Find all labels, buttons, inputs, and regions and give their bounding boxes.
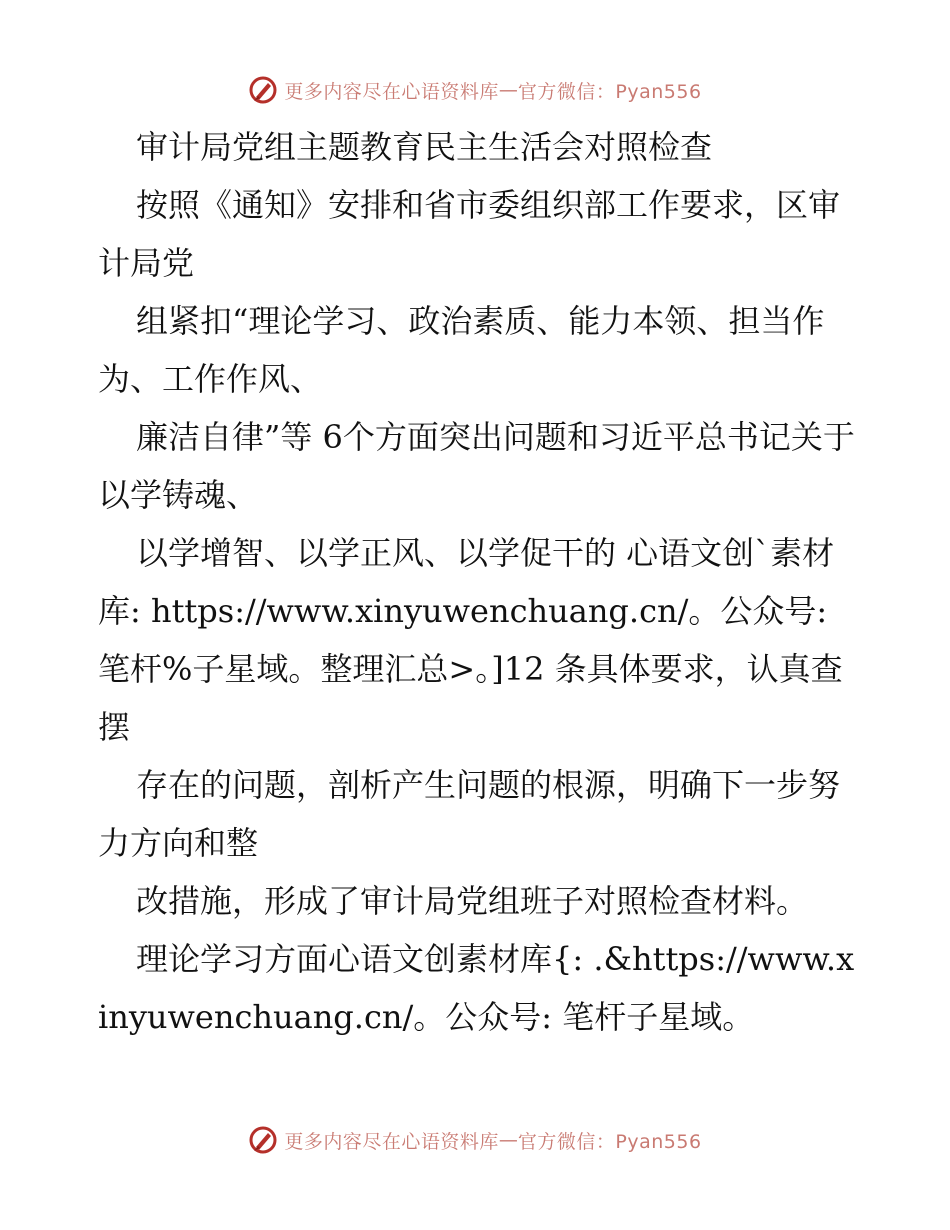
banner-dash: —	[498, 1129, 518, 1151]
banner-text: 更多内容尽在心语资料库	[284, 80, 499, 103]
header-banner	[0, 70, 950, 110]
banner-text: 更多内容尽在心语资料库	[284, 1130, 499, 1153]
banner-official-account: 官方微信：Pyan556	[517, 1130, 702, 1153]
paragraph: 按照《通知》安排和省市委组织部工作要求，区审计局党	[98, 186, 841, 282]
pen-logo-icon	[248, 1125, 278, 1155]
paragraph: 组紧扣“理论学习、政治素质、能力本领、担当作为、工作作风、	[98, 302, 825, 398]
banner-dash: —	[498, 79, 518, 101]
footer-banner	[0, 1120, 950, 1160]
paragraph: 理论学习方面心语文创素材库{: .&https://www.xinyuwenchuang.cn/。公众号: 笔杆子星域。	[98, 940, 855, 1036]
paragraph: 廉洁自律”等 6个方面突出问题和习近平总书记关于以学铸魂、	[98, 418, 855, 514]
paragraph: 改措施，形成了审计局党组班子对照检查材料。	[136, 882, 809, 920]
paragraph: 以学增智、以学正风、以学促干的 心语文创`素材库: https://www.xinyuwenchuang.cn/。公众号: 笔杆%子星域。整理汇总>。]12 条具体要求，认真查摆	[98, 534, 843, 746]
doc-title: 审计局党组主题教育民主生活会对照检查	[136, 128, 713, 166]
banner-official-account: 官方微信：Pyan556	[517, 80, 702, 103]
pen-logo-icon	[248, 75, 278, 105]
paragraph: 存在的问题，剖析产生问题的根源，明确下一步努力方向和整	[98, 766, 841, 862]
document-body	[98, 118, 858, 1046]
